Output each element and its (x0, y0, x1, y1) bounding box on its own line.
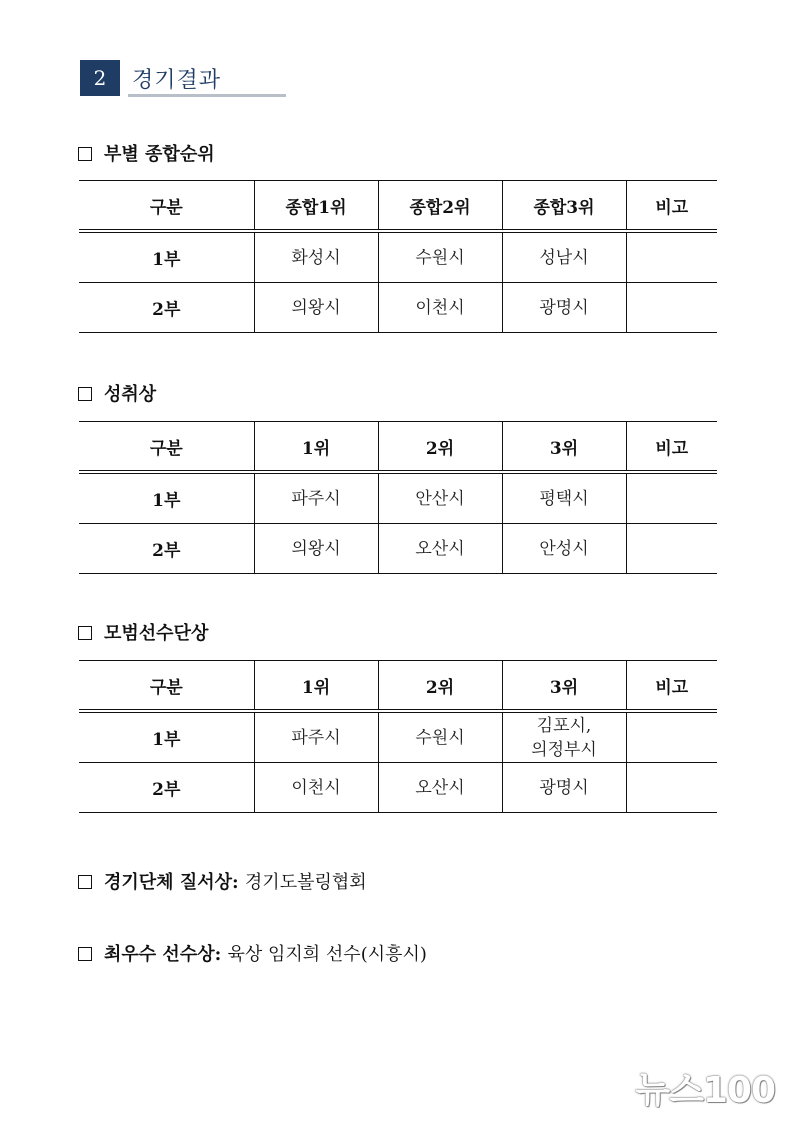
city-cell: 화성시 (254, 231, 378, 283)
city-cell: 이천시 (378, 283, 502, 333)
model-team-table (79, 660, 717, 813)
city-cell: 안산시 (378, 472, 502, 524)
city-cell: 수원시 (378, 711, 502, 763)
overall-ranking-table (79, 180, 717, 333)
achievement-heading-text: 성취상 (104, 384, 157, 405)
column-header: 종합3위 (502, 181, 626, 232)
order-award-value: 경기도볼링협회 (244, 872, 367, 893)
column-header: 1위 (254, 661, 378, 712)
city-cell: 성남시 (502, 231, 626, 283)
city-cell: 김포시, 의정부시 (502, 711, 626, 763)
city-cell: 광명시 (502, 283, 626, 333)
column-header: 종합1위 (254, 181, 378, 232)
checkbox-square-icon (78, 947, 92, 961)
overall-ranking-heading (78, 140, 215, 166)
remarks-cell (626, 472, 717, 524)
model-team-heading-text: 모범선수단상 (104, 623, 209, 644)
order-award-line (78, 868, 367, 894)
table-row (79, 763, 717, 813)
column-header: 2위 (378, 422, 502, 473)
row-label-cell: 2부 (79, 763, 254, 813)
remarks-cell (626, 283, 717, 333)
city-cell: 오산시 (378, 524, 502, 574)
column-header: 비고 (626, 422, 717, 473)
city-cell: 평택시 (502, 472, 626, 524)
table-header-row (79, 422, 717, 473)
section-number: 2 (80, 60, 120, 96)
section-title: 경기결과 (132, 68, 222, 93)
model-team-heading (78, 619, 208, 645)
mvp-award-line (78, 940, 427, 966)
column-header: 비고 (626, 181, 717, 232)
city-cell: 의왕시 (254, 524, 378, 574)
table-header-row (79, 181, 717, 232)
column-header: 3위 (502, 422, 626, 473)
row-label-cell: 2부 (79, 524, 254, 574)
mvp-award-value: 육상 임지희 선수(시흥시) (227, 944, 427, 965)
column-header: 구분 (79, 422, 254, 473)
checkbox-square-icon (78, 387, 92, 401)
column-header: 1위 (254, 422, 378, 473)
column-header: 2위 (378, 661, 502, 712)
row-label-cell: 1부 (79, 231, 254, 283)
achievement-table (79, 421, 717, 574)
row-label-cell: 1부 (79, 711, 254, 763)
column-header: 종합2위 (378, 181, 502, 232)
section-header (80, 60, 286, 96)
checkbox-square-icon (78, 626, 92, 640)
checkbox-square-icon (78, 875, 92, 889)
city-cell: 안성시 (502, 524, 626, 574)
table-row (79, 472, 717, 524)
table-row (79, 283, 717, 333)
city-cell: 오산시 (378, 763, 502, 813)
column-header: 구분 (79, 181, 254, 232)
remarks-cell (626, 524, 717, 574)
table-header-row (79, 661, 717, 712)
city-cell: 광명시 (502, 763, 626, 813)
checkbox-square-icon (78, 147, 92, 161)
table-row (79, 231, 717, 283)
column-header: 구분 (79, 661, 254, 712)
remarks-cell (626, 231, 717, 283)
column-header: 3위 (502, 661, 626, 712)
table-row (79, 524, 717, 574)
city-cell: 파주시 (254, 711, 378, 763)
city-cell: 수원시 (378, 231, 502, 283)
news100-watermark-logo: 뉴스100 (635, 1070, 775, 1111)
city-cell: 파주시 (254, 472, 378, 524)
order-award-label: 경기단체 질서상: (104, 872, 239, 893)
section-underline (128, 94, 286, 97)
row-label-cell: 1부 (79, 472, 254, 524)
city-cell: 이천시 (254, 763, 378, 813)
city-cell: 의왕시 (254, 283, 378, 333)
remarks-cell (626, 763, 717, 813)
mvp-award-label: 최우수 선수상: (104, 944, 222, 965)
remarks-cell (626, 711, 717, 763)
table-row (79, 711, 717, 763)
achievement-heading (78, 380, 156, 406)
column-header: 비고 (626, 661, 717, 712)
row-label-cell: 2부 (79, 283, 254, 333)
overall-ranking-heading-text: 부별 종합순위 (104, 144, 215, 165)
